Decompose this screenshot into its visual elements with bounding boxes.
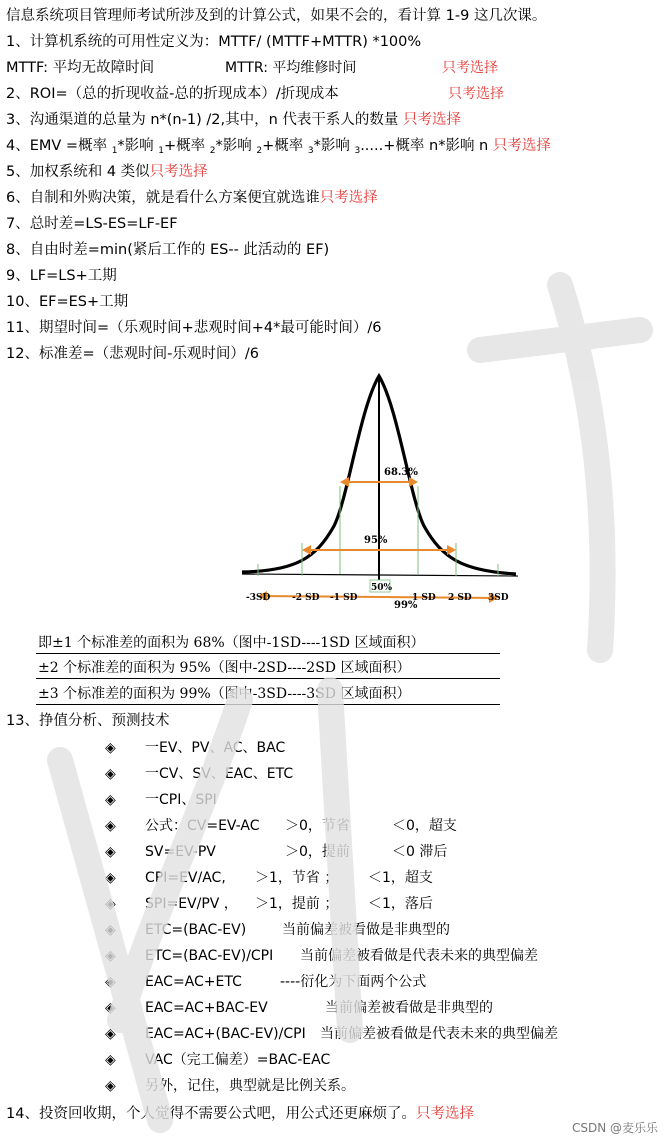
formula-3-text: 3、沟通渠道的总量为 n*(n-1) /2,其中，n 代表干系人的数量	[6, 112, 399, 128]
bullet-icon: ◈	[105, 766, 116, 782]
tag-only-choice: 只考选择	[149, 164, 208, 180]
bullet-icon: ◈	[105, 1052, 116, 1068]
bullet-cond-pos: ＞1，节省 ；	[255, 870, 339, 886]
ev-bullet	[105, 893, 238, 915]
ev-bullet	[105, 763, 293, 785]
formula-8: 8、自由时差=min(紧后工作的 ES-- 此活动的 EF)	[6, 242, 330, 258]
bullet-cond-neg: ＜1，超支	[368, 870, 433, 886]
bullet-text: 一CPI、SPI	[145, 792, 217, 808]
ev-bullet	[105, 1023, 306, 1045]
underline	[36, 704, 500, 705]
emv-part: *影响	[117, 138, 159, 154]
bullet-cond-pos: ＞0，节省	[285, 818, 350, 834]
mttr-note: MTTR: 平均维修时间	[225, 60, 357, 76]
formula-3	[6, 109, 461, 131]
formula-1-notes	[6, 57, 154, 79]
bullet-comment: 当前偏差被看做是代表未来的典型偏差	[300, 948, 538, 964]
bullet-icon: ◈	[105, 818, 116, 834]
bullet-text: VAC（完工偏差）=BAC-EAC	[145, 1052, 331, 1068]
ev-bullet	[105, 997, 268, 1019]
ev-bullet	[105, 945, 273, 967]
bullet-comment: ----衍化为下面两个公式	[280, 974, 427, 990]
formula-14-text: 14、投资回收期，个人觉得不需要公式吧，用公式还更麻烦了。	[6, 1106, 416, 1122]
sd-3-line: ±3 个标准差的面积为 99%（图中-3SD----3SD 区域面积）	[38, 686, 411, 702]
bullet-text: EAC=AC+(BAC-EV)/CPI	[145, 1026, 306, 1042]
emv-part: +概率	[262, 138, 308, 154]
tag-only-choice: 只考选择	[402, 112, 461, 128]
label-99: 99%	[394, 600, 418, 611]
formula-1: 1、计算机系统的可用性定义为：MTTF/ (MTTF+MTTR) *100%	[6, 34, 422, 50]
bullet-icon: ◈	[105, 740, 116, 756]
tick-label: -3SD	[246, 593, 271, 603]
bullet-icon: ◈	[105, 974, 116, 990]
bullet-text: 一EV、PV、AC、BAC	[145, 740, 286, 756]
ev-bullet	[105, 867, 226, 889]
formula-9: 9、LF=LS+工期	[6, 268, 117, 284]
underline	[36, 678, 500, 679]
tick-label: 1 SD	[412, 593, 436, 603]
bullet-icon: ◈	[105, 870, 116, 886]
ev-bullet	[105, 971, 242, 993]
formula-7: 7、总时差=LS-ES=LF-EF	[6, 216, 178, 232]
bullet-text: ETC=(BAC-EV)	[145, 922, 247, 938]
tag-only-choice: 只考选择	[319, 190, 378, 206]
tick-label: 3SD	[488, 593, 509, 603]
formula-6	[6, 187, 378, 209]
tick-label: -2 SD	[292, 593, 320, 603]
bullet-text: SPI=EV/PV ，	[145, 896, 238, 912]
bullet-icon: ◈	[105, 922, 116, 938]
tag-only-choice: 只考选择	[492, 138, 551, 154]
tag-only-choice: 只考选择	[448, 86, 504, 102]
label-95: 95%	[364, 535, 388, 546]
ev-bullet	[105, 919, 246, 941]
emv-sub: 2	[209, 146, 216, 156]
ev-bullet	[105, 1049, 330, 1071]
formula-14	[6, 1103, 474, 1125]
bullet-text: 公式：CV=EV-AC	[145, 818, 260, 834]
formula-4	[6, 135, 551, 162]
bullet-text: EAC=AC+ETC	[145, 974, 242, 990]
normal-distribution-figure	[236, 368, 520, 626]
bullet-cond-neg: ＜1，落后	[368, 896, 433, 912]
bullet-text: 另外，记住，典型就是比例关系。	[145, 1078, 355, 1094]
formula-10: 10、EF=ES+工期	[6, 294, 129, 310]
formula-5	[6, 161, 208, 183]
formula-6-text: 6、自制和外购决策，就是看什么方案便宜就选谁	[6, 190, 320, 206]
bullet-icon: ◈	[105, 792, 116, 808]
bullet-text: 一CV、SV、EAC、ETC	[145, 766, 294, 782]
bullet-text: CPI=EV/AC,	[145, 870, 226, 886]
emv-part: *影响	[313, 138, 355, 154]
formula-13: 13、挣值分析、预测技术	[6, 713, 170, 729]
label-50: 50%	[371, 583, 393, 593]
bullet-text: SV=EV-PV	[145, 844, 216, 860]
bullet-cond-neg: ＜0 滞后	[392, 844, 448, 860]
emv-sub: 1	[111, 146, 118, 156]
formula-5-text: 5、加权系统和 4 类似	[6, 164, 150, 180]
tick-label: -1 SD	[330, 593, 358, 603]
bullet-comment: 当前偏差被看做是非典型的	[325, 1000, 493, 1016]
formula-12: 12、标准差=（悲观时间-乐观时间）/6	[6, 346, 259, 362]
emv-sub: 3	[354, 146, 361, 156]
sd-1-line: 即±1 个标准差的面积为 68%（图中-1SD----1SD 区域面积）	[38, 635, 425, 651]
mttf-note: MTTF: 平均无故障时间	[6, 60, 155, 76]
emv-sub: 3	[307, 146, 314, 156]
underline	[36, 653, 500, 654]
ev-bullet	[105, 1075, 355, 1097]
bullet-text: EAC=AC+BAC-EV	[145, 1000, 268, 1016]
ev-bullet	[105, 789, 217, 811]
bullet-icon: ◈	[105, 1000, 116, 1016]
bullet-comment: 当前偏差被看做是代表未来的典型偏差	[320, 1026, 558, 1042]
bullet-cond-neg: ＜0，超支	[392, 818, 457, 834]
ev-bullet	[105, 737, 285, 759]
bullet-cond-pos: ＞0，提前	[285, 844, 350, 860]
source-footer: CSDN @麦乐乐	[571, 1121, 658, 1135]
bullet-icon: ◈	[105, 948, 116, 964]
sd-2-line: ±2 个标准差的面积为 95%（图中-2SD----2SD 区域面积）	[38, 660, 411, 676]
formula-11: 11、期望时间=（乐观时间+悲观时间+4*最可能时间）/6	[6, 320, 382, 336]
intro-line: 信息系统项目管理师考试所涉及到的计算公式，如果不会的，看计算 1-9 这几次课。	[6, 8, 547, 24]
bullet-icon: ◈	[105, 844, 116, 860]
formula-2: 2、ROI=（总的折现收益-总的折现成本）/折现成本	[6, 86, 339, 102]
bullet-cond-pos: ＞1，提前 ；	[255, 896, 339, 912]
emv-sub: 1	[158, 146, 165, 156]
bullet-icon: ◈	[105, 1026, 116, 1042]
tick-label: 2 SD	[448, 593, 472, 603]
emv-part: .....+概率 n*影响 n	[360, 138, 489, 154]
bullet-comment: 当前偏差被看做是非典型的	[282, 922, 450, 938]
emv-sub: 2	[256, 146, 263, 156]
ev-bullet	[105, 841, 216, 863]
emv-part: *影响	[215, 138, 257, 154]
bullet-icon: ◈	[105, 1078, 116, 1094]
tag-only-choice: 只考选择	[442, 60, 498, 76]
label-68: 68.3%	[384, 467, 418, 478]
emv-part: +概率	[164, 138, 210, 154]
ev-bullet	[105, 815, 260, 837]
emv-part: 4、EMV =概率	[6, 138, 112, 154]
bullet-text: ETC=(BAC-EV)/CPI	[145, 948, 274, 964]
bullet-icon: ◈	[105, 896, 116, 912]
tag-only-choice: 只考选择	[415, 1106, 474, 1122]
